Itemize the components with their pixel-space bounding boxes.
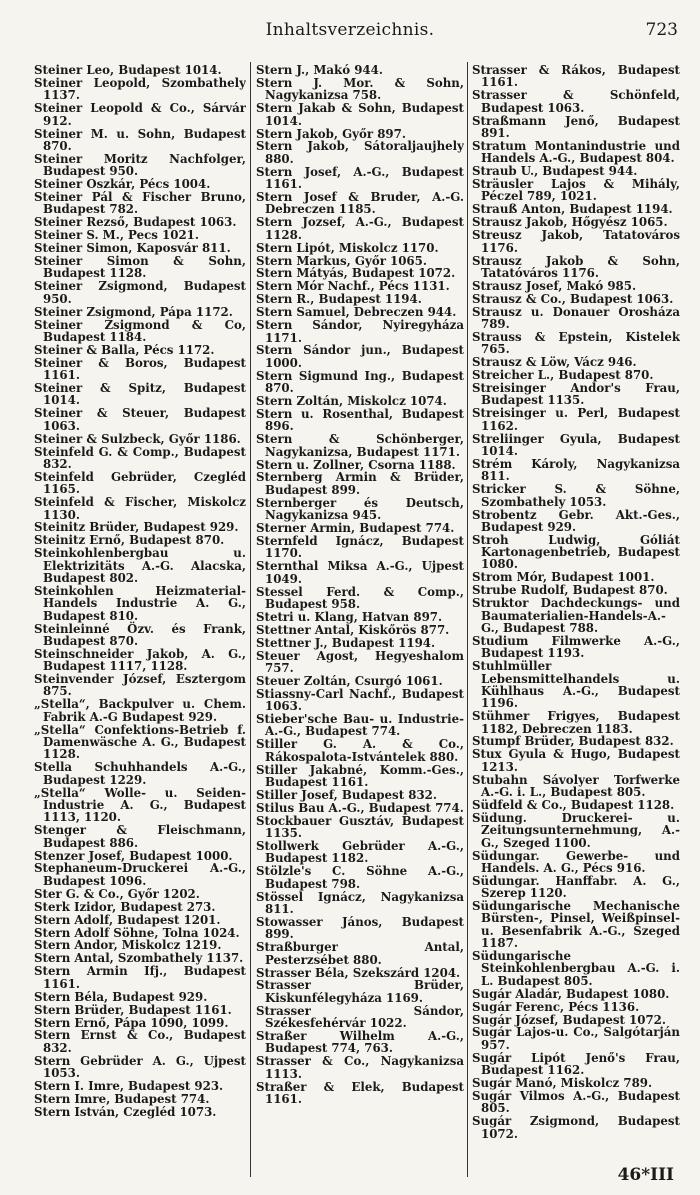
index-entry: Sternberg Armin & Brüder, Budapest 899. (256, 470, 464, 497)
index-column-2 (256, 64, 464, 1176)
index-entry: Straub U., Budapest 944. (472, 164, 638, 179)
index-entry: Steiner & Boros, Budapest 1161. (34, 355, 246, 383)
index-entry: Stölzle's C. Söhne A.-G., Budapest 798. (256, 864, 464, 891)
index-entry: Stiller G. A. & Co., Rákospalota-Istvántelek 880. (256, 737, 464, 764)
index-entry: Steiner & Spitz, Budapest 1014. (34, 381, 246, 408)
index-entry: Stern Andor, Miskolcz 1219. (34, 938, 222, 953)
index-entry: Strasser Brüder, Kiskunfélegyháza 1169. (256, 978, 464, 1005)
index-entry: Stephaneum-Druckerei A.-G., Budapest 1096. (34, 861, 246, 888)
index-entry: Stricker S. & Söhne, Szombathely 1053. (472, 482, 680, 509)
index-entry: Stern Jakab & Sohn, Budapest 1014. (256, 101, 464, 128)
page-title: Inhaltsverzeichnis. (265, 20, 435, 40)
index-entry: Stetri u. Klang, Hatvan 897. (256, 609, 443, 624)
index-entry: Steinfeld & Fischer, Miskolcz 1130. (34, 495, 246, 522)
index-entry: Stieber'sche Bau- u. Industrie-A.-G., Budapest 774. (256, 712, 464, 739)
index-entry: Steinfeld Gebrüder, Czegléd 1165. (34, 469, 246, 497)
index-entry: Stern R., Budapest 1194. (256, 292, 422, 307)
index-entry: Steiner Zsigmond, Budapest 950. (34, 279, 246, 306)
index-entry: Stenger & Fleischmann, Budapest 886. (34, 823, 246, 850)
index-entry: Steiner & Steuer, Budapest 1063. (34, 406, 246, 433)
index-entry: Stern Gebrüder A. G., Ujpest 1053. (34, 1053, 246, 1081)
index-entry: Stux Gyula & Hugo, Budapest 1213. (472, 747, 680, 774)
index-entry: Stern Jakob, Sátoraljaujhely 880. (256, 139, 464, 166)
index-entry: Sugár Lipót Jenő's Frau, Budapest 1162. (472, 1050, 680, 1078)
index-entry: Stern Lipót, Miskolcz 1170. (256, 240, 439, 255)
index-entry: Strube Rudolf, Budapest 870. (472, 583, 668, 598)
index-entry: Steiner Zsigmond & Co, Budapest 1184. (34, 317, 246, 344)
index-entry: Stettner Antal, Kiskőrös 877. (256, 622, 450, 637)
index-entry: Stühmer Frigyes, Budapest 1182, Debreczen 1183. (472, 709, 680, 736)
index-entry: Streicher L., Budapest 870. (472, 368, 654, 383)
index-entry: Steinitz Brüder, Budapest 929. (34, 520, 239, 535)
index-entry: Stern Adolf Söhne, Tolna 1024. (34, 925, 240, 940)
column-divider (467, 62, 468, 1177)
index-entry: Steinvender József, Esztergom 875. (34, 672, 246, 699)
index-entry: Steiner Simon & Sohn, Budapest 1128. (34, 254, 246, 281)
index-entry: Straßmann Jenő, Budapest 891. (472, 113, 680, 140)
index-entry: Stessel Ferd. & Comp., Budapest 958. (256, 584, 464, 611)
column-divider (250, 62, 251, 1177)
index-entry: Stern J. Mor. & Sohn, Nagykanizsa 758. (256, 75, 464, 103)
index-entry: Stern Jakob, Győr 897. (256, 126, 406, 141)
index-entry: Strausz u. Donauer Orosháza 789. (472, 304, 680, 331)
index-entry: Steiner Pál & Fischer Bruno, Budapest 782. (34, 190, 246, 217)
index-entry: Stern Ernst & Co., Budapest 832. (34, 1028, 246, 1055)
index-entry: Steiner & Sulzbeck, Győr 1186. (34, 431, 241, 446)
index-entry: Stiller Josef, Budapest 832. (256, 787, 437, 802)
index-entry: Stuhlmüller Lebensmittelhandels u. Kühlhaus A.-G., Budapest 1196. (472, 659, 680, 711)
index-entry: Sternthal Miksa A.-G., Ujpest 1049. (256, 559, 464, 586)
index-column-3 (472, 64, 680, 1176)
index-entry: Stern Sigmund Ing., Budapest 870. (256, 368, 464, 396)
index-entry: Stratum Montanindustrie und Handels A.-G., Budapest 804. (472, 138, 680, 166)
index-entry: Steiner Simon, Kaposvár 811. (34, 241, 231, 256)
index-entry: Stilus Bau A.-G., Budapest 774. (256, 800, 464, 815)
index-entry: Strauß Anton, Budapest 1194. (472, 202, 673, 217)
index-entry: Strobentz Gebr. Akt.-Ges., Budapest 929. (472, 507, 680, 534)
index-entry: Steiner Leo, Budapest 1014. (34, 64, 222, 77)
index-entry: „Stella“ Wolle- u. Seiden-Industrie A. G., Budapest 1113, 1120. (34, 785, 246, 825)
index-entry: Straßer Wilhelm A.-G., Budapest 774, 763. (256, 1029, 464, 1056)
index-entry: Stern Mátyás, Budapest 1072. (256, 266, 456, 281)
index-entry: Steinfeld G. & Comp., Budapest 832. (34, 444, 246, 471)
index-entry: Südfeld & Co., Budapest 1128. (472, 797, 675, 812)
index-entry: Sugár Ferenc, Pécs 1136. (472, 999, 640, 1014)
index-entry: Stern Jozsef, A.-G., Budapest 1128. (256, 215, 464, 242)
index-entry: Strausz Josef, Makó 985. (472, 278, 637, 293)
index-entry: Struktor Dachdeckungs- und Baumaterialien-Handels-A.-G., Budapest 788. (472, 596, 680, 635)
index-entry: Streisinger u. Perl, Budapest 1162. (472, 406, 680, 433)
index-entry: Steiner Moritz Nachfolger, Budapest 950. (34, 151, 246, 179)
index-entry: Südungar. Gewerbe- und Handels. A. G., Pécs 916. (472, 848, 680, 875)
index-entry: Stern Josef & Bruder, A.-G. Debreczen 1185. (256, 190, 464, 217)
index-entry: Strausz & Co., Budapest 1063. (472, 291, 674, 306)
page-header (0, 14, 700, 44)
index-entry: Stern Samuel, Debreczen 944. (256, 305, 457, 320)
index-entry: Steiner Leopold & Co., Sárvár 912. (34, 101, 246, 128)
index-entry: Stern István, Czegléd 1073. (34, 1104, 217, 1119)
index-entry: Sugár Zsigmond, Budapest 1072. (472, 1114, 680, 1141)
index-entry: Steuer Agost, Hegyeshalom 757. (256, 648, 464, 675)
index-entry: Strasser Sándor, Székesfehérvár 1022. (256, 1003, 464, 1031)
index-entry: Studium Filmwerke A.-G., Budapest 1193. (472, 633, 680, 661)
index-entry: Stettner J., Budapest 1194. (256, 635, 436, 650)
index-entry: Steiner M. u. Sohn, Budapest 870. (34, 126, 246, 153)
index-entry: Südungarische Steinkohlenbergbau A.-G. i. L. Budapest 805. (472, 949, 680, 988)
index-entry: Steiner S. M., Pecs 1021. (34, 228, 199, 243)
index-entry: Stern Mór Nachf., Pécs 1131. (256, 279, 450, 294)
index-entry: Stern Adolf, Budapest 1201. (34, 912, 221, 927)
index-column-1 (34, 64, 246, 1176)
index-entry: Steiner Leopold, Szombathely 1137. (34, 75, 246, 103)
index-entry: Strasser & Schönfeld, Budapest 1063. (472, 88, 680, 115)
index-entry: Straßer & Elek, Budapest 1161. (256, 1079, 464, 1106)
index-entry: Streisinger Andor's Frau, Budapest 1135. (472, 381, 680, 408)
index-entry: Steinkohlenbergbau u. Elektrizitäts A.-G. Alacska, Budapest 802. (34, 546, 246, 585)
index-entry: Stern I. Imre, Budapest 923. (34, 1079, 224, 1093)
index-entry: Steiner Rezső, Budapest 1063. (34, 215, 237, 230)
index-entry: Stern Zoltán, Miskolcz 1074. (256, 394, 447, 409)
index-entry: Sugár Vilmos A.-G., Budapest 805. (472, 1088, 680, 1116)
index-entry: Sterk Izidor, Budapest 273. (34, 899, 216, 914)
index-entry: Ster G. & Co., Győr 1202. (34, 886, 200, 901)
index-entry: Steinschneider Jakob, A. G., Budapest 1117, 1128. (34, 646, 246, 674)
index-entry: Stumpf Brüder, Budapest 832. (472, 734, 674, 749)
index-entry: Stern J., Makó 944. (256, 64, 383, 77)
index-entry: Sternberger és Deutsch, Nagykanizsa 945. (256, 495, 464, 523)
index-entry: Streusz Jakob, Tatatováros 1176. (472, 228, 680, 255)
index-entry: Südungar. Hanffabr. A. G., Szerep 1120. (472, 873, 680, 901)
index-entry: Stern Armin Ifj., Budapest 1161. (34, 964, 246, 991)
index-entry: Stern Markus, Győr 1065. (256, 253, 427, 268)
page-number: 723 (645, 20, 678, 40)
index-entry: Stroh Ludwig, Góliát Kartonagenbetrieb, Budapest 1080. (472, 532, 680, 572)
index-entry: Stern u. Zollner, Csorna 1188. (256, 457, 456, 472)
index-entry: Stockbauer Gusztáv, Budapest 1135. (256, 813, 464, 841)
index-entry: Steinkohlen Heizmaterial-Handels Industrie A. G., Budapest 810. (34, 583, 246, 623)
index-entry: Sugár Manó, Miskolcz 789. (472, 1076, 653, 1091)
index-entry: Stubahn Sávolyer Torfwerke A.-G. i. L., Budapest 805. (472, 772, 680, 799)
index-entry: Stern Ernő, Pápa 1090, 1099. (34, 1015, 229, 1030)
index-entry: Stern Antal, Szombathely 1137. (34, 951, 244, 966)
index-entry: Stern Josef, A.-G., Budapest 1161. (256, 164, 464, 192)
index-entry: „Stella“ Confektions-Betrieb f. Damenwäsche A. G., Budapest 1128. (34, 722, 246, 762)
index-entry: Streliinger Gyula, Budapest 1014. (472, 431, 680, 458)
index-entry: Stowasser János, Budapest 899. (256, 914, 464, 942)
index-entry: Stern Brüder, Budapest 1161. (34, 1002, 232, 1017)
index-entry: Strasser & Rákos, Budapest 1161. (472, 64, 680, 90)
signature-mark: 46*III (617, 1165, 674, 1185)
index-entry: Stenzer Josef, Budapest 1000. (34, 848, 233, 863)
index-entry: Sugár Aladár, Budapest 1080. (472, 986, 670, 1001)
index-entry: Stiller Jakabné, Komm.-Ges., Budapest 1161. (256, 762, 464, 790)
index-entry: Stern & Schönberger, Nagykanizsa, Budapest 1171. (256, 432, 464, 459)
index-entry: Stern Sándor, Nyiregyháza 1171. (256, 318, 464, 345)
index-entry: Steiner & Balla, Pécs 1172. (34, 342, 215, 357)
index-entry: Steuer Zoltán, Csurgó 1061. (256, 673, 443, 688)
index-entry: Stollwerk Gebrüder A.-G., Budapest 1182. (256, 839, 464, 866)
index-entry: Strasser & Co., Nagykanizsa 1113. (256, 1054, 464, 1081)
index-entry: Südung. Druckerei- u. Zeitungsunternehmung, A.-G., Szeged 1100. (472, 810, 680, 850)
index-entry: Stern u. Rosenthal, Budapest 896. (256, 406, 464, 434)
index-entry: Strasser Béla, Szekszárd 1204. (256, 965, 461, 980)
index-entry: Südungarische Mechanische Bürsten-, Pinsel, Weißpinsel- u. Besenfabrik A.-G., Szeged 1187. (472, 899, 680, 951)
index-entry: Steiner Oszkár, Pécs 1004. (34, 177, 211, 192)
index-entry: Sugár Lajos-u. Co., Salgótarján 957. (472, 1025, 680, 1052)
index-entry: Sugár József, Budapest 1072. (472, 1012, 666, 1027)
index-entry: Strausz Jakob, Hőgyész 1065. (472, 215, 668, 230)
index-entry: Strom Mór, Budapest 1001. (472, 570, 655, 585)
index-entry: Sternfeld Ignácz, Budapest 1170. (256, 533, 464, 561)
index-entry: Straßburger Antal, Pesterzsébet 880. (256, 940, 464, 967)
index-entry: Steinitz Ernő, Budapest 870. (34, 533, 225, 548)
index-entry: Steiner Zsigmond, Pápa 1172. (34, 304, 233, 319)
index-entry: Stern Imre, Budapest 774. (34, 1091, 210, 1106)
index-entry: Strém Károly, Nagykanizsa 811. (472, 456, 680, 484)
index-entry: Sterner Armin, Budapest 774. (256, 521, 455, 536)
index-entry: Strausz Jakob & Sohn, Tatatóváros 1176. (472, 253, 680, 280)
index-entry: Stella Schuhhandels A.-G., Budapest 1229. (34, 760, 246, 787)
index-entry: „Stella“, Backpulver u. Chem. Fabrik A.-G Budapest 929. (34, 697, 246, 724)
index-entry: Stiassny-Carl Nachf., Budapest 1063. (256, 686, 464, 714)
index-entry: Stern Béla, Budapest 929. (34, 989, 208, 1004)
index-entry: Sträusler Lajos & Mihály, Péczel 789, 1021. (472, 177, 680, 204)
index-entry: Steinleinné Özv. és Frank, Budapest 870. (34, 621, 246, 648)
index-entry: Stössel Ignácz, Nagykanizsa 811. (256, 889, 464, 917)
index-entry: Strauss & Epstein, Kistelek 765. (472, 329, 680, 357)
index-entry: Stern Sándor jun., Budapest 1000. (256, 343, 464, 370)
index-entry: Strausz & Löw, Vácz 946. (472, 355, 637, 370)
